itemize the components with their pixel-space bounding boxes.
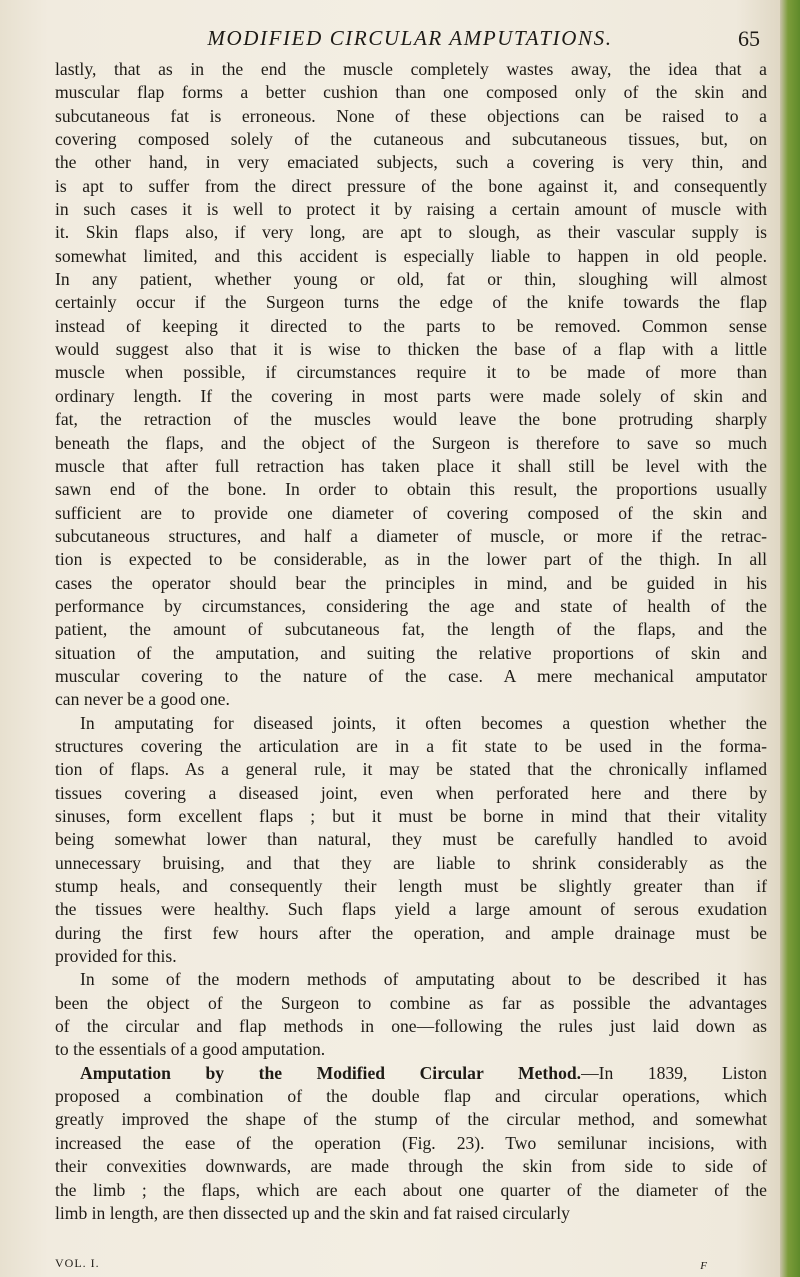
text-line: tissues covering a diseased joint, even when perforated here and there by [55,782,767,803]
text-line: ordinary length. If the covering in most parts were made solely of skin and [55,385,767,406]
text-line: to the essentials of a good amputation. [55,1039,326,1060]
text-line: proposed a combination of the double flap and circular operations, which [55,1086,767,1107]
text-line: sufficient are to provide one diameter of covering composed of the skin and [55,502,767,523]
text-line: greatly improved the shape of the stump of the circular method, and somewhat [55,1109,767,1130]
text-line: muscle that after full retraction has taken place it shall still be level with the [55,455,767,476]
text-line: limb in length, are then dissected up and the skin and fat raised circularly [55,1202,570,1223]
text-line: structures covering the articulation are in a fit state to be used in the forma- [55,735,767,756]
page-number: 65 [738,26,760,51]
text-line: provided for this. [55,946,177,967]
signature-mark: F [700,1260,707,1272]
paragraph [55,58,767,712]
text-line: being somewhat lower than natural, they must be carefully handled to avoid [55,829,767,850]
text-line: unnecessary bruising, and that they are liable to shrink considerably as the [55,852,767,873]
text-line: beneath the flaps, and the object of the Surgeon is therefore to save so much [55,432,767,453]
text-line: tion of flaps. As a general rule, it may be stated that the chronically inflamed [55,759,767,780]
text-line: it. Skin flaps also, if very long, are apt to slough, as their vascular supply is [55,222,767,243]
text-line: fat, the retraction of the muscles would leave the bone protruding sharply [55,409,767,430]
text-line: sawn end of the bone. In order to obtain this result, the proportions usually [55,479,767,500]
text-line: lastly, that as in the end the muscle completely wastes away, the idea that a [55,59,767,79]
text-line: subcutaneous fat is erroneous. None of these objections can be raised to a [55,105,767,126]
running-title: MODIFIED CIRCULAR AMPUTATIONS. [207,26,613,50]
text-line: subcutaneous structures, and half a diameter of muscle, or more if the retrac- [55,525,767,546]
paragraph [55,968,767,1061]
page-edge [780,0,800,1277]
text-line: the tissues were healthy. Such flaps yield a large amount of serous exudation [55,899,767,920]
text-line: their convexities downwards, are made through the skin from side to side of [55,1156,767,1177]
text-line: covering composed solely of the cutaneous and subcutaneous tissues, but, on [55,129,767,150]
text-line: during the first few hours after the operation, and ample drainage must be [55,922,767,943]
paragraph [55,1062,767,1225]
text-line: muscular flap forms a better cushion than one composed only of the skin and [55,82,767,103]
text-line: stump heals, and consequently their length must be slightly greater than if [55,876,767,897]
page-header [60,22,760,56]
text-line: is apt to suffer from the direct pressure of the bone against it, and consequently [55,175,767,196]
volume-mark: VOL. I. [55,1256,100,1270]
paragraph [55,712,767,969]
text-line: instead of keeping it directed to the parts to be removed. Common sense [55,315,767,336]
text-line: tion is expected to be considerable, as in the lower part of the thigh. In all [55,549,767,570]
text-line: can never be a good one. [55,689,230,710]
text-line: muscle when possible, if circumstances require it to be made of more than [55,362,767,383]
section-heading: Amputation by the Modified Circular Method. [80,1062,582,1083]
text-line: the limb ; the flaps, which are each about one quarter of the diameter of the [55,1179,767,1200]
text-line: sinuses, form excellent flaps ; but it must be borne in mind that their vitality [55,806,767,826]
text-line [55,1062,767,1085]
text-line: patient, the amount of subcutaneous fat, the length of the flaps, and the [55,619,767,640]
body-text [55,58,767,1225]
text-line: of the circular and flap methods in one—following the rules just laid down as [55,1016,767,1037]
text-line: In some of the modern methods of amputating about to be described it has [80,969,767,990]
text-line: cases the operator should bear the principles in mind, and be guided in his [55,572,767,593]
text-line: performance by circumstances, considering the age and state of health of the [55,595,767,616]
text-line: In any patient, whether young or old, fat or thin, sloughing will almost [55,269,767,290]
text-line: been the object of the Surgeon to combine as far as possible the advantages [55,992,767,1013]
text-line: the other hand, in very emaciated subjects, such a covering is very thin, and [55,152,767,173]
heading-continuation: —In 1839, Liston [581,1062,767,1083]
text-line: increased the ease of the operation (Fig. 23). Two semilunar incisions, with [55,1132,767,1153]
text-line: somewhat limited, and this accident is especially liable to happen in old people. [55,245,767,266]
text-line: would suggest also that it is wise to thicken the base of a flap with a little [55,339,767,360]
page-footer [55,1256,767,1276]
text-line: muscular covering to the nature of the case. A mere mechanical amputator [55,665,767,686]
text-line: In amputating for diseased joints, it often becomes a question whether the [80,712,767,733]
text-line: certainly occur if the Surgeon turns the edge of the knife towards the flap [55,292,767,313]
text-line: situation of the amputation, and suiting the relative proportions of skin and [55,642,767,663]
text-line: in such cases it is well to protect it by raising a certain amount of muscle with [55,199,767,220]
